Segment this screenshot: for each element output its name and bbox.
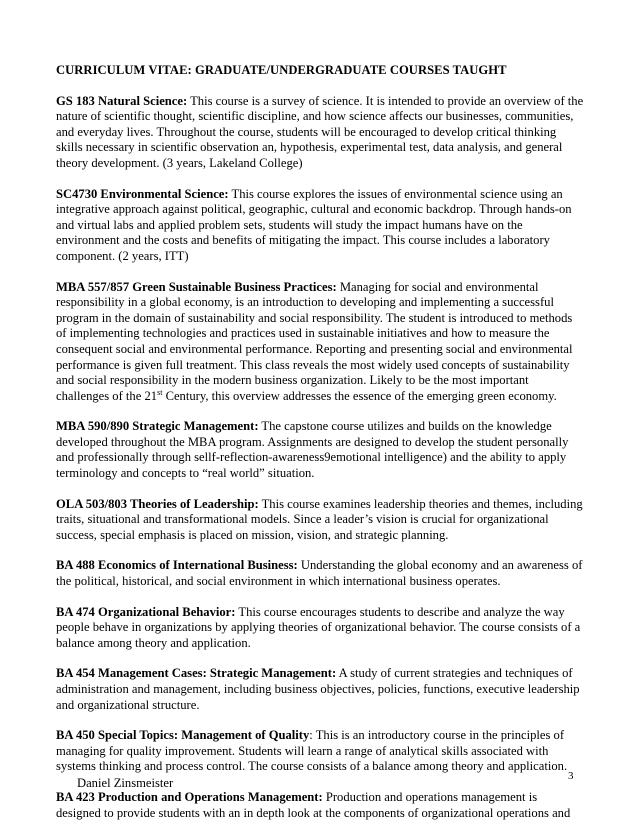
course-entry [56, 558, 584, 589]
course-title: BA 423 Production and Operations Management: [56, 789, 323, 804]
course-description: This course examines leadership theories and themes, including traits, situational and transformational models. Since a leader’s vision is crucial for organizational success, special emphasis is placed on mission, vision, and strategic planning. [56, 496, 583, 542]
course-description: This course explores the issues of environmental science using an integrative approach against political, geographic, cultural and economic backdrop. Through hands-on and virtual labs and applied problem sets, students will study the impact humans have on the environment and the costs and benefits of mitigating the impact. This course includes a laboratory component. (2 years, ITT) [56, 186, 572, 263]
course-title: SC4730 Environmental Science: [56, 186, 229, 201]
course-entry [56, 728, 584, 775]
course-description: : This is an introductory course in the principles of managing for quality improvement. Students will learn a range of analytical skills associated with systems thinking and process control. The course consists of a balance among theory and application. [56, 728, 568, 774]
course-title: MBA 557/857 Green Sustainable Business Practices: [56, 279, 337, 294]
page-number: 3 [568, 770, 574, 782]
course-entry [56, 605, 584, 652]
course-description: A study of current strategies and techniques of administration and management, including business objectives, policies, functions, executive leadership and organizational structure. [56, 666, 580, 712]
course-entry [56, 790, 584, 821]
course-entry [56, 666, 584, 713]
course-entry [56, 187, 584, 265]
course-description: Managing for social and environmental responsibility in a global economy, is an introduction to developing and implementing a successful program in the domain of sustainability and social responsibility. The student is introduced to methods of implementing technologies and practices used in sustainable initiatives and how to measure the consequent social and environmental performance. Reporting and presenting social and environmental performance is given full treatment. This class reveals the most widely used concepts of sustainability and social responsibility in the modern business organization. Likely to be the most important challenges of the 21 [56, 279, 573, 403]
course-description: This course encourages students to describe and analyze the way people behave in organizations by applying theories of organizational behavior. The course consists of a balance among theory and application. [56, 604, 581, 650]
course-description: Production and operations management is designed to provide students with an in depth look at the components of organizational operations and [56, 789, 571, 820]
course-entry [56, 280, 584, 405]
course-description: Understanding the global economy and an awareness of the political, historical, and social environment in which international business operates. [56, 558, 583, 589]
course-title: GS 183 Natural Science: [56, 93, 188, 108]
course-title: BA 488 Economics of International Business: [56, 558, 298, 573]
course-description: This course is a survey of science. It is intended to provide an overview of the nature of scientific thought, scientific discipline, and how science affects our businesses, communities, and everyday lives. Throughout the course, students will be encouraged to develop critical thinking skills necessary in scientific observation an, hypothesis, experimental test, data analysis, and general theory development. (3 years, Lakeland College) [56, 93, 584, 170]
ordinal-superscript: st [157, 387, 163, 397]
course-entry [56, 419, 584, 481]
course-entry [56, 497, 584, 544]
course-title: BA 454 Management Cases: Strategic Management: [56, 666, 337, 681]
document-body [56, 63, 584, 836]
footer-author-name: Daniel Zinsmeister [77, 776, 174, 790]
page-heading: CURRICULUM VITAE: GRADUATE/UNDERGRADUATE COURSES TAUGHT [56, 63, 507, 77]
course-title: MBA 590/890 Strategic Management: [56, 419, 259, 434]
course-title: BA 474 Organizational Behavior: [56, 604, 236, 619]
course-description-continued: Century, this overview addresses the essence of the emerging green economy. [162, 388, 557, 403]
course-title: OLA 503/803 Theories of Leadership: [56, 496, 259, 511]
course-title: BA 450 Special Topics: Management of Quality [56, 728, 310, 743]
course-entry [56, 94, 584, 172]
course-description: The capstone course utilizes and builds on the knowledge developed throughout the MBA program. Assignments are designed to develop the student personally and professionally through sellf-reflection-awareness9emotional intelligence) and the ability to apply terminology and concepts to “real world” situation. [56, 419, 569, 481]
